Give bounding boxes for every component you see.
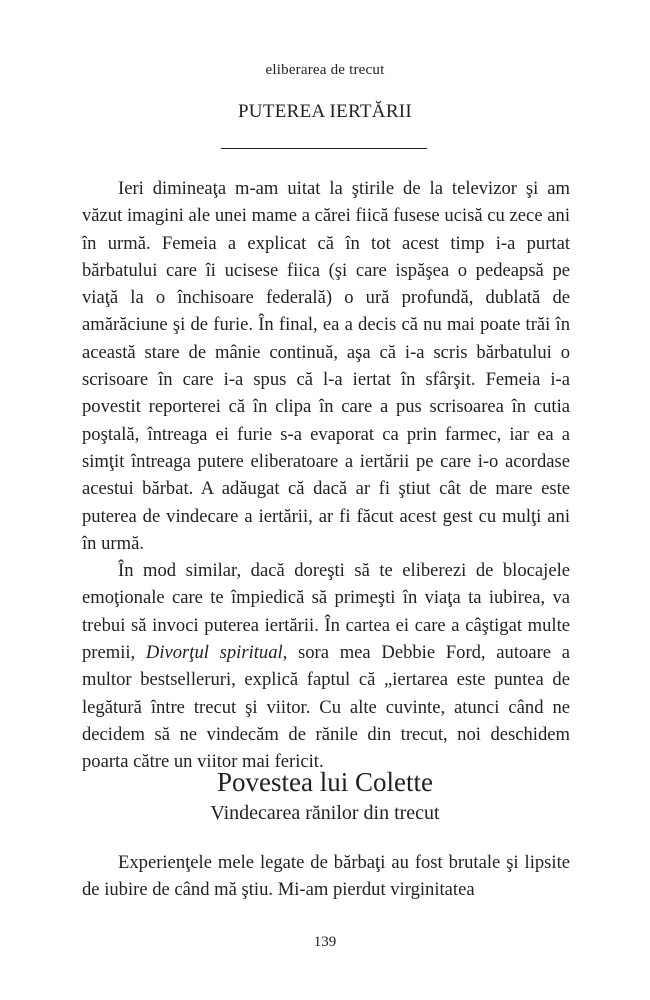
running-header: eliberarea de trecut	[265, 62, 385, 78]
paragraph-2	[82, 557, 570, 775]
paragraph-2-text-end: sora mea Debbie Ford, autoare a multor bestselleruri, explică faptul că „iertarea este puntea de legătură între trecut şi viitor. Cu alte cuvinte, atunci când ne decidem să ne vindecăm de rănile din trecut, noi deschidem poarta către un viitor mai fericit.	[82, 642, 570, 773]
story-title: Povestea lui Colette	[217, 767, 433, 797]
story-text-block	[82, 849, 570, 904]
paragraph-1: Ieri dimineaţa m-am uitat la ştirile de la televizor şi am văzut imagini ale unei mame a cărei fiică fusese ucisă cu zece ani în urmă. Femeia a explicat că în tot acest timp i-a purtat bărbatului care îi ucisese fiica (şi care ispăşea o pedeapsă pe viaţă la o închisoare federală) o ură profundă, dublată de amărăciune şi de furie. În final, ea a decis că nu mai poate trăi în această stare de mânie continuă, aşa că i-a scris bărbatului o scrisoare în care i-a spus că l-a iertat în sfârşit. Femeia i-a povestit reporterei că în clipa în care a pus scrisoarea în cutia poştală, întreaga ei furie s-a evaporat ca prin farmec, iar ea a simţit întreaga putere eliberatoare a iertării pe care i-o acordase acestui bărbat. A adăugat că dacă ar fi ştiut cât de mare este puterea de vindecare a iertării, ar fi făcut acest gest cu mulţi ani în urmă.	[82, 178, 570, 554]
body-text-block	[82, 175, 570, 776]
page-number: 139	[313, 934, 337, 950]
title-underline-rule	[221, 148, 427, 149]
paragraph-2-text-start: În mod similar, dacă doreşti să te eliberezi de blocajele emoţionale care te împiedică să primeşti în viaţa ta iubirea, va trebui să invoci puterea iertării. În cartea ei care a câştigat multe premii,	[82, 560, 570, 664]
chapter-title: PUTEREA IERTĂRII	[237, 101, 413, 122]
book-title-italic: Divorţul spiritual,	[145, 642, 288, 664]
paragraph-3: Experienţele mele legate de bărbaţi au fost brutale şi lipsite de iubire de când mă ştiu. Mi-am pierdut virginitatea	[82, 852, 570, 901]
story-subtitle: Vindecarea rănilor din trecut	[210, 802, 440, 824]
